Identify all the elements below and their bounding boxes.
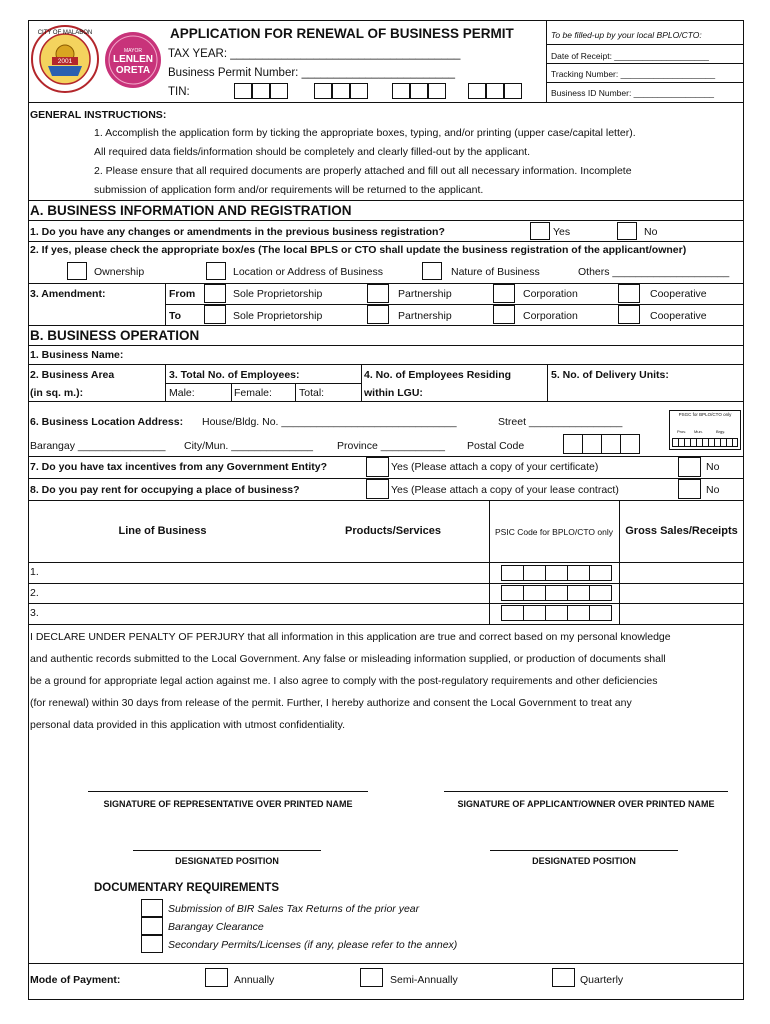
q7-label: 7. Do you have tax incentives from any Government Entity? xyxy=(30,461,327,473)
city-seal-icon xyxy=(30,24,100,94)
from-corporation-checkbox[interactable] xyxy=(493,284,515,303)
business-id-number: Business ID Number: _________________ xyxy=(551,88,715,98)
barangay-clearance-checkbox[interactable] xyxy=(141,917,163,935)
business-name-label: 1. Business Name: xyxy=(30,349,124,361)
representative-position-label: DESIGNATED POSITION xyxy=(175,856,279,866)
section-a-title: A. BUSINESS INFORMATION AND REGISTRATION xyxy=(30,203,352,218)
q1-yes-label: Yes xyxy=(553,226,571,238)
seal-year: 2001 xyxy=(57,58,73,65)
to-label: To xyxy=(169,310,182,322)
nature-checkbox[interactable] xyxy=(422,262,442,280)
secondary-permits-checkbox[interactable] xyxy=(141,935,163,953)
psgc-brgy: Brgy. xyxy=(716,429,726,434)
seal-text: CITY OF MALABON xyxy=(37,30,93,36)
quarterly-checkbox[interactable] xyxy=(552,968,575,987)
from-partnership-label: Partnership xyxy=(398,288,452,300)
q1-label: 1. Do you have any changes or amendments in the previous business registration? xyxy=(30,226,445,238)
instruction-line: 1. Accomplish the application form by ticking the appropriate boxes, typing, and/or printing (upper case/capital letter). xyxy=(94,127,636,139)
permit-number-field[interactable]: Business Permit Number: ________________________ xyxy=(168,67,456,79)
declaration-line: personal data provided in this application with utmost confidentiality. xyxy=(30,719,345,731)
q8-label: 8. Do you pay rent for occupying a place of business? xyxy=(30,484,300,496)
from-label: From xyxy=(169,288,196,300)
q7-no-checkbox[interactable] xyxy=(678,457,701,477)
q8-no-label: No xyxy=(706,484,720,496)
instruction-line: 2. Please ensure that all required documents are properly attached and fill out all necessary information. Incomplete xyxy=(94,165,632,177)
from-cooperative-checkbox[interactable] xyxy=(618,284,640,303)
to-cooperative-label: Cooperative xyxy=(650,310,707,322)
city-field[interactable]: City/Mun. ______________ xyxy=(184,440,314,452)
q2-label: 2. If yes, please check the appropriate box/es (The local BPLS or CTO shall update the business registration of the applicant/owner) xyxy=(30,244,687,256)
office-use-title: To be filled-up by your local BPLO/CTO: xyxy=(551,30,702,40)
female-label: Female: xyxy=(234,387,272,399)
from-cooperative-label: Cooperative xyxy=(650,288,707,300)
street-field[interactable]: Street ________________ xyxy=(498,416,623,428)
owner-position-line[interactable] xyxy=(490,850,678,851)
amendment-label: 3. Amendment: xyxy=(30,288,106,300)
business-area-unit: (in sq. m.): xyxy=(30,387,84,399)
house-field[interactable]: House/Bldg. No. ______________________________ xyxy=(202,416,457,428)
total-label: Total: xyxy=(299,387,325,399)
secondary-permits-label: Secondary Permits/Licenses (if any, please refer to the annex) xyxy=(168,939,458,951)
section-b-title: B. BUSINESS OPERATION xyxy=(30,328,200,343)
representative-signature-label: SIGNATURE OF REPRESENTATIVE OVER PRINTED NAME xyxy=(103,799,353,809)
q7-no-label: No xyxy=(706,461,720,473)
q8-yes-label: Yes (Please attach a copy of your lease contract) xyxy=(391,484,619,496)
q1-no-label: No xyxy=(644,226,658,238)
owner-signature-line[interactable] xyxy=(444,791,728,792)
instruction-line: submission of application form and/or requirements will be returned to the applicant. xyxy=(94,184,484,196)
business-area-label: 2. Business Area xyxy=(30,369,115,381)
from-sole-label: Sole Proprietorship xyxy=(233,288,323,300)
psgc-mun: Mun. xyxy=(694,429,703,434)
bir-returns-label: Submission of BIR Sales Tax Returns of the prior year xyxy=(168,903,420,915)
from-sole-checkbox[interactable] xyxy=(204,284,226,303)
semi-annually-label: Semi-Annually xyxy=(390,974,458,986)
location-label: Location or Address of Business xyxy=(233,266,384,278)
tax-year-field[interactable]: TAX YEAR: ____________________________________ xyxy=(168,48,461,60)
requirements-title: DOCUMENTARY REQUIREMENTS xyxy=(94,882,280,894)
psgc-label: PSGC for BPLO/CTO only xyxy=(678,412,732,417)
date-of-receipt: Date of Receipt: ____________________ xyxy=(551,51,709,61)
psgc-boxes[interactable] xyxy=(672,438,738,447)
mayor-logo-icon xyxy=(104,31,162,89)
declaration-line: (for renewal) within 30 days from release of the permit. Further, I hereby authorize and consent the Local Government to treat any xyxy=(30,697,632,709)
form-title: APPLICATION FOR RENEWAL OF BUSINESS PERMIT xyxy=(170,26,514,41)
logo-line2: LENLEN xyxy=(113,54,153,65)
from-corporation-label: Corporation xyxy=(523,288,578,300)
payment-label: Mode of Payment: xyxy=(30,974,121,986)
psgc-prov: Prov. xyxy=(677,429,687,434)
province-field[interactable]: Province ___________ xyxy=(337,440,446,452)
ownership-label: Ownership xyxy=(94,266,145,278)
annually-checkbox[interactable] xyxy=(205,968,228,987)
annually-label: Annually xyxy=(234,974,275,986)
logo-line1: MAYOR xyxy=(124,48,142,54)
col-psic: PSIC Code for BPLO/CTO only xyxy=(495,527,613,537)
semi-annually-checkbox[interactable] xyxy=(360,968,383,987)
quarterly-label: Quarterly xyxy=(580,974,624,986)
residing-label: 4. No. of Employees Residing xyxy=(364,369,512,381)
to-sole-checkbox[interactable] xyxy=(204,305,226,324)
instructions-heading: GENERAL INSTRUCTIONS: xyxy=(30,109,167,121)
postal-code-label: Postal Code xyxy=(467,440,525,452)
barangay-clearance-label: Barangay Clearance xyxy=(168,921,264,933)
representative-position-line[interactable] xyxy=(133,850,321,851)
residing-label-2: within LGU: xyxy=(364,387,423,399)
q7-yes-checkbox[interactable] xyxy=(366,457,389,477)
declaration-line: be a ground for appropriate legal action against me. I also agree to comply with the post-regulatory requirements and other deficiencies xyxy=(30,675,658,687)
nature-label: Nature of Business xyxy=(451,266,540,278)
instruction-line: All required data fields/information should be completely and clearly filled-out by the applicant. xyxy=(94,146,530,158)
q7-yes-label: Yes (Please attach a copy of your certificate) xyxy=(391,461,599,473)
to-corporation-checkbox[interactable] xyxy=(493,305,515,324)
owner-position-label: DESIGNATED POSITION xyxy=(532,856,636,866)
from-partnership-checkbox[interactable] xyxy=(367,284,389,303)
others-field[interactable]: Others ____________________ xyxy=(578,266,730,278)
q8-yes-checkbox[interactable] xyxy=(366,479,389,499)
representative-signature-line[interactable] xyxy=(88,791,368,792)
col-line-of-business: Line of Business xyxy=(118,525,207,537)
barangay-field[interactable]: Barangay _______________ xyxy=(30,440,166,452)
col-gross-sales: Gross Sales/Receipts xyxy=(625,525,738,537)
owner-signature-label: SIGNATURE OF APPLICANT/OWNER OVER PRINTED NAME xyxy=(457,799,715,809)
location-address-label: 6. Business Location Address: xyxy=(30,416,184,428)
logo-line3: ORETA xyxy=(115,65,151,76)
to-corporation-label: Corporation xyxy=(523,310,578,322)
to-cooperative-checkbox[interactable] xyxy=(618,305,640,324)
row-1-label: 1. xyxy=(30,566,39,578)
to-sole-label: Sole Proprietorship xyxy=(233,310,323,322)
delivery-units-label: 5. No. of Delivery Units: xyxy=(551,369,669,381)
q1-yes-checkbox[interactable] xyxy=(530,222,550,240)
tracking-number: Tracking Number: ____________________ xyxy=(551,69,716,79)
q8-no-checkbox[interactable] xyxy=(678,479,701,499)
bir-returns-checkbox[interactable] xyxy=(141,899,163,917)
employees-label: 3. Total No. of Employees: xyxy=(169,369,300,381)
q1-no-checkbox[interactable] xyxy=(617,222,637,240)
male-label: Male: xyxy=(169,387,195,399)
col-products: Products/Services xyxy=(345,525,441,537)
to-partnership-label: Partnership xyxy=(398,310,452,322)
tin-label: TIN: xyxy=(168,86,190,98)
row-2-label: 2. xyxy=(30,587,39,599)
ownership-checkbox[interactable] xyxy=(67,262,87,280)
declaration-line: and authentic records submitted to the Local Government. Any false or misleading information supplied, or production of documents shall xyxy=(30,653,666,665)
location-checkbox[interactable] xyxy=(206,262,226,280)
row-3-label: 3. xyxy=(30,607,39,619)
declaration-line: I DECLARE UNDER PENALTY OF PERJURY that all information in this application are true and correct based on my personal knowledge xyxy=(30,631,671,643)
to-partnership-checkbox[interactable] xyxy=(367,305,389,324)
